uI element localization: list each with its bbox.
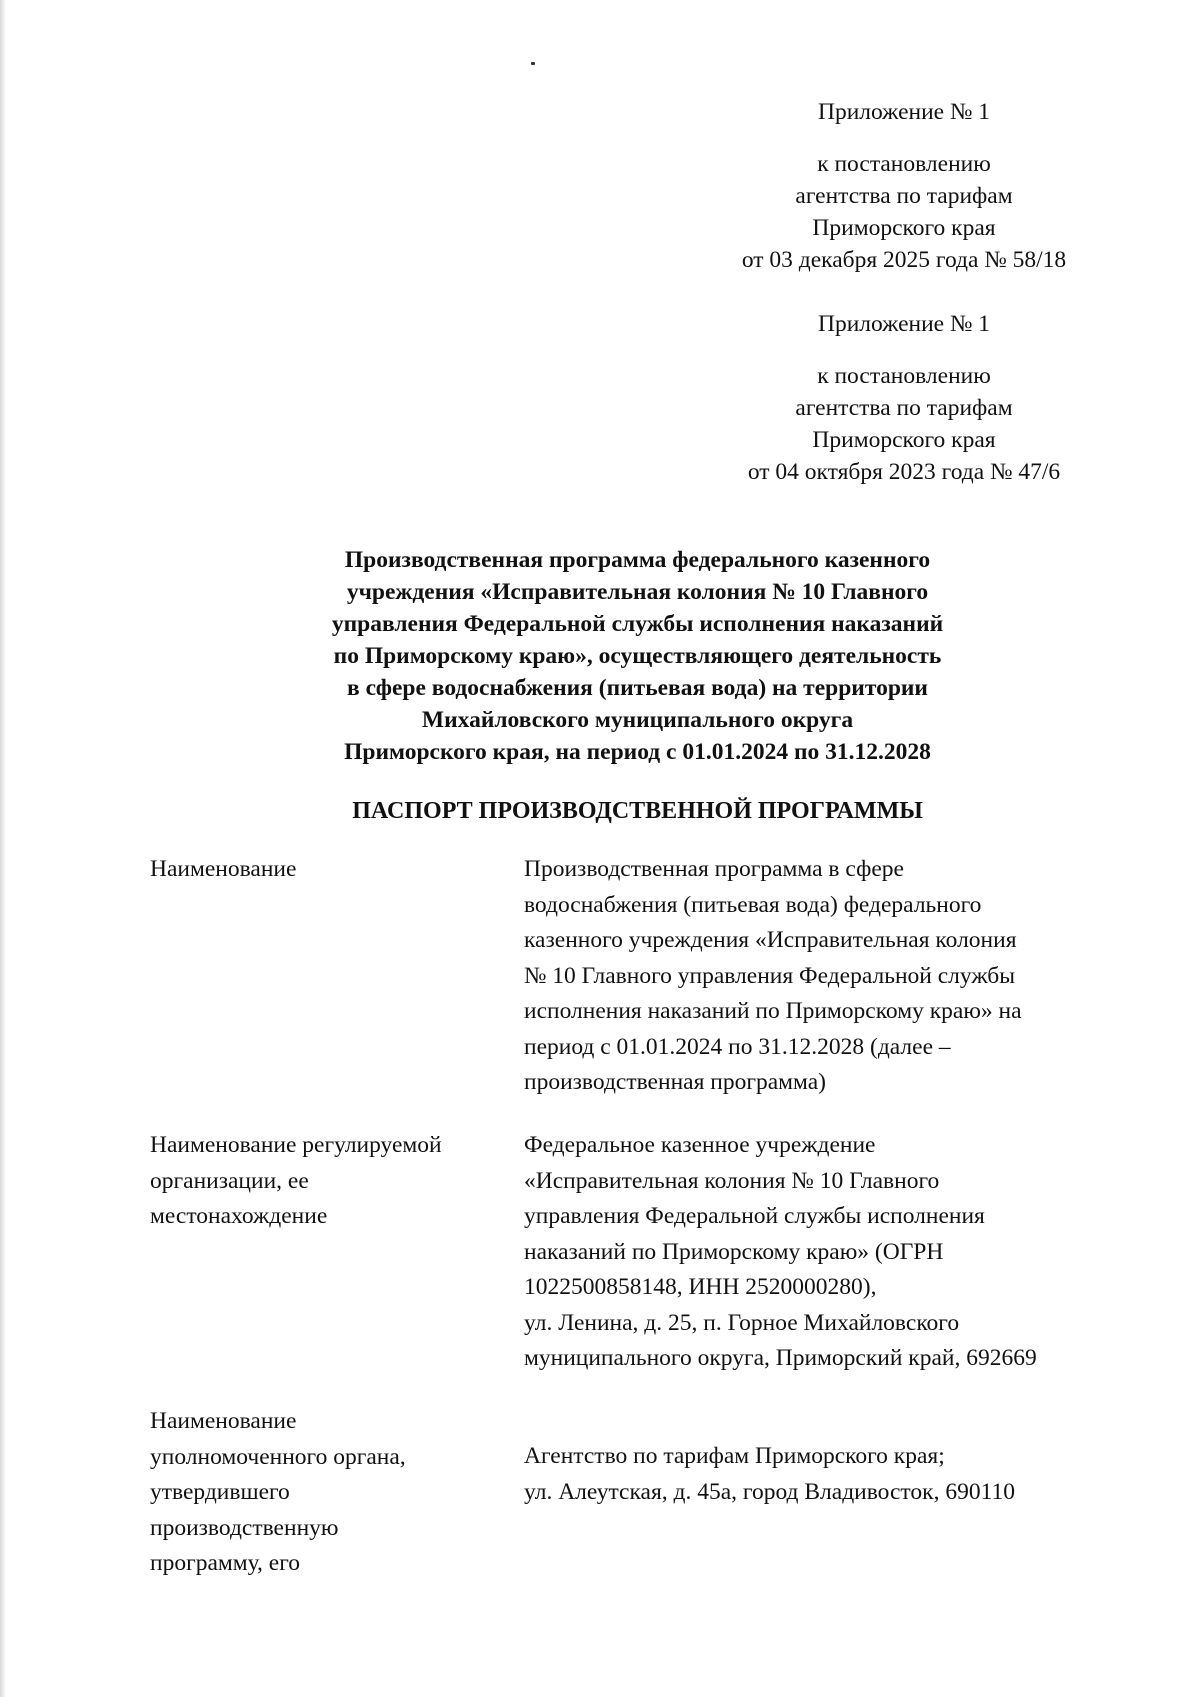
row-value-line: водоснабжения (питьевая вода) федерального (524, 891, 982, 918)
passport-row-label-organization (150, 1128, 510, 1235)
row-label-line: производственную (150, 1514, 339, 1541)
row-value-line: производственная программа) (524, 1069, 826, 1095)
appendix-previous-date: от 04 октября 2023 года № 47/6 (747, 459, 1061, 485)
appendix-current-line: агентства по тарифам (795, 183, 1013, 209)
title-line: управления Федеральной службы исполнения наказаний (331, 611, 944, 637)
row-label-line: утвердившего (150, 1479, 290, 1505)
appendix-current-line: к постановлению (817, 151, 991, 177)
appendix-current (694, 96, 1114, 276)
passport-row-value-organization (524, 1128, 1134, 1377)
passport-row-label-authority (150, 1404, 510, 1582)
title-line: Михайловского муниципального округа (421, 707, 854, 733)
appendix-current-line: Приморского края (812, 215, 996, 241)
title-line: по Приморскому краю», осуществляющего деятельность (333, 643, 942, 669)
scan-edge-shadow (0, 0, 6, 1697)
appendix-previous-line: Приморского края (812, 427, 996, 453)
row-value-line: управления Федеральной службы исполнения (524, 1203, 985, 1229)
title-line: Приморского края, на период с 01.01.2024 по 31.12.2028 (344, 739, 931, 765)
title-line: в сфере водоснабжения (питьевая вода) на территории (347, 675, 928, 701)
row-value-line: исполнения наказаний по Приморскому краю» на (524, 998, 1022, 1024)
passport-row-label-name (150, 852, 510, 888)
row-label-line: организации, ее (150, 1167, 309, 1194)
row-label-line: Наименование регулируемой (150, 1132, 442, 1158)
appendix-current-label: Приложение № 1 (817, 99, 991, 125)
row-value-line: «Исправительная колония № 10 Главного (524, 1167, 940, 1194)
row-label-line: Наименование (150, 856, 297, 882)
appendix-current-date: от 03 декабря 2025 года № 58/18 (741, 247, 1067, 273)
scan-speck (531, 62, 535, 65)
row-value-line: Агентство по тарифам Приморского края; (524, 1443, 945, 1469)
row-value-line: наказаний по Приморскому краю» (ОГРН (524, 1238, 944, 1265)
passport-heading: ПАСПОРТ ПРОИЗВОДСТВЕННОЙ ПРОГРАММЫ (352, 798, 923, 824)
passport-row-value-authority (524, 1439, 1134, 1510)
title-line: учреждения «Исправительная колония № 10 Главного (346, 579, 929, 605)
row-label-line: программу, его (150, 1550, 301, 1576)
appendix-previous-label: Приложение № 1 (817, 311, 991, 337)
row-value-line: казенного учреждения «Исправительная колония (524, 927, 1017, 953)
row-value-line: Федеральное казенное учреждение (524, 1132, 876, 1158)
title-line: Производственная программа федерального казенного (344, 547, 931, 573)
row-value-line: муниципального округа, Приморский край, 692669 (524, 1345, 1037, 1371)
row-value-line: период с 01.01.2024 по 31.12.2028 (далее – (524, 1033, 951, 1060)
row-value-line: Производственная программа в сфере (524, 856, 904, 882)
row-label-line: Наименование (150, 1408, 297, 1434)
program-title (200, 544, 1075, 768)
passport-row-value-name (524, 852, 1134, 1101)
row-label-line: местонахождение (150, 1203, 328, 1229)
row-value-line: ул. Алеутская, д. 45а, город Владивосток, 690110 (524, 1478, 1015, 1505)
appendix-previous (694, 308, 1114, 488)
appendix-previous-line: к постановлению (817, 363, 991, 389)
row-label-line: уполномоченного органа, (150, 1443, 406, 1470)
row-value-line: № 10 Главного управления Федеральной службы (524, 962, 1015, 989)
row-value-line: 1022500858148, ИНН 2520000280), (524, 1274, 877, 1300)
appendix-previous-line: агентства по тарифам (795, 395, 1013, 421)
row-value-line: ул. Ленина, д. 25, п. Горное Михайловского (524, 1309, 960, 1336)
